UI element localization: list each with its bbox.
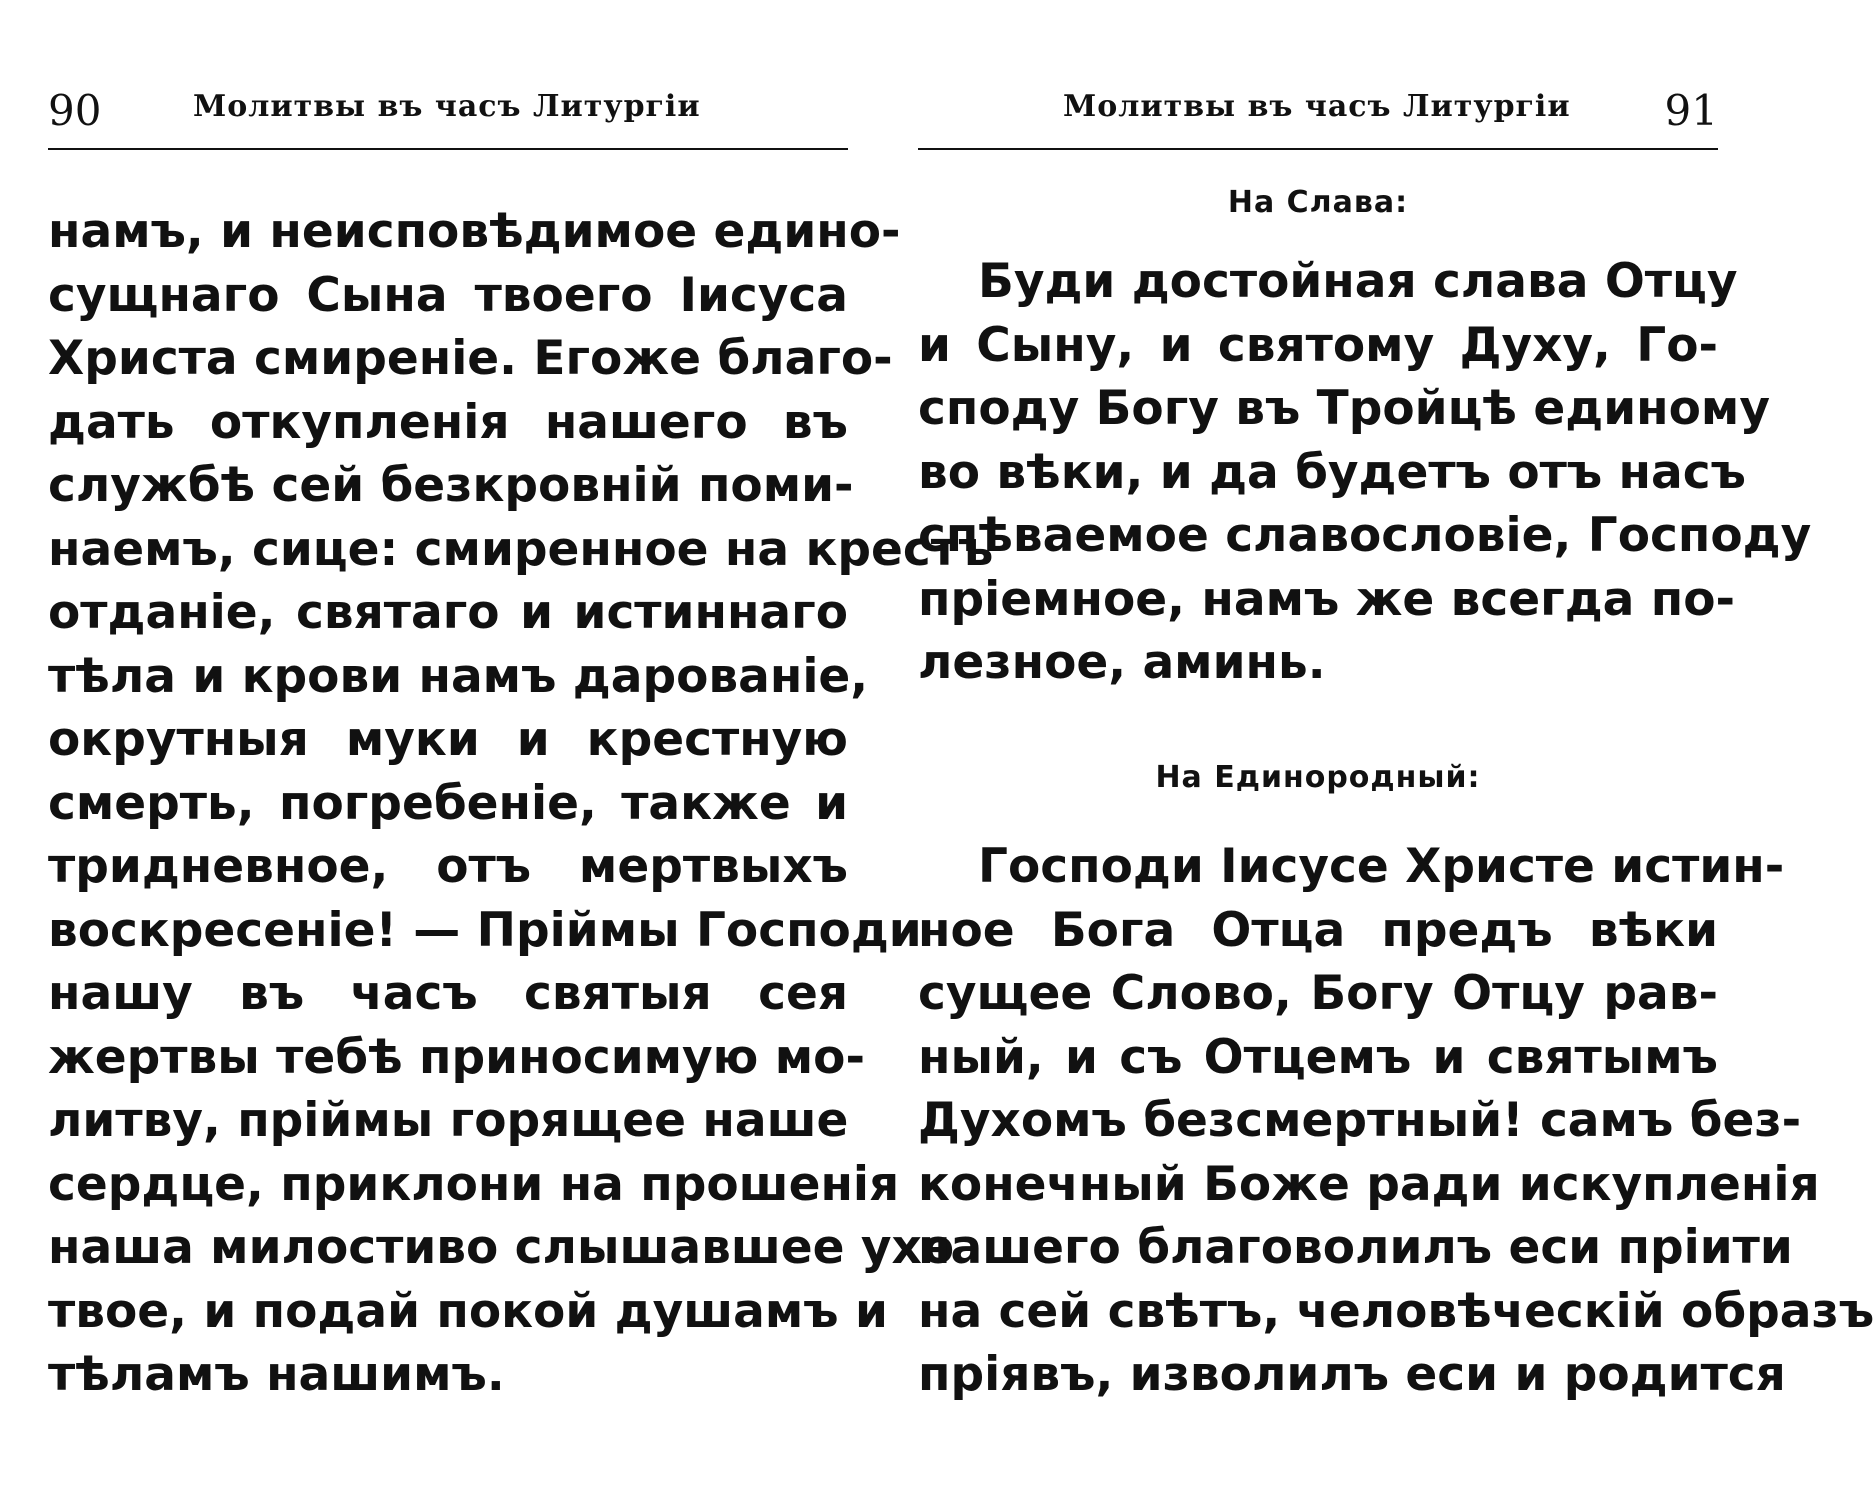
text-line: службѣ сей безкровній поми- bbox=[48, 458, 854, 513]
left-page bbox=[48, 0, 994, 1500]
text-line: конечный Боже ради искупленія bbox=[918, 1156, 1820, 1212]
section-heading-glory: На Слава: bbox=[1227, 185, 1409, 220]
text-line: тѣла и крови намъ дарованіе, bbox=[48, 648, 869, 704]
text-line: тридневное, отъ мертвыхъ bbox=[48, 839, 848, 894]
text-line: споду Богу въ Тройцѣ единому bbox=[918, 381, 1770, 436]
left-running-head bbox=[48, 78, 848, 150]
text-line: отданіе, святаго и истиннаго bbox=[48, 585, 848, 640]
text-line: сущнаго Сына твоего Іисуса bbox=[48, 267, 848, 323]
section-heading-only-begotten: На Единородный: bbox=[1155, 760, 1481, 795]
text-line: Христа смиреніе. Егоже благо- bbox=[48, 331, 893, 386]
text-line: сердце, приклони на прошенія bbox=[48, 1156, 900, 1212]
text-line: лезное, аминь. bbox=[918, 635, 1326, 690]
running-title-right: Молитвы въ часъ Литургіи bbox=[1063, 89, 1571, 124]
right-page bbox=[918, 0, 1874, 1500]
left-body-text bbox=[48, 200, 994, 1407]
page-number-left: 90 bbox=[48, 86, 102, 135]
text-line: окрутныя муки и крестную bbox=[48, 712, 848, 767]
text-line: ный, и съ Отцемъ и святымъ bbox=[918, 1029, 1718, 1085]
text-line: жертвы тебѣ приносимую мо- bbox=[48, 1029, 865, 1085]
text-line: спѣваемое славословіе, Господу bbox=[918, 508, 1812, 563]
text-line: сущее Слово, Богу Отцу рав- bbox=[918, 966, 1718, 1021]
text-line: литву, пріймы горящее наше bbox=[48, 1093, 849, 1148]
text-line: твое, и подай покой душамъ и bbox=[48, 1283, 888, 1339]
text-line: Духомъ безсмертный! самъ без- bbox=[918, 1093, 1802, 1148]
text-line: смерть, погребеніе, также и bbox=[48, 775, 848, 831]
page-number-right: 91 bbox=[1664, 86, 1718, 135]
text-line: ное Бога Отца предъ вѣки bbox=[918, 902, 1718, 958]
text-line: на сей свѣтъ, человѣческій образъ bbox=[918, 1283, 1874, 1339]
text-line: тѣламъ нашимъ. bbox=[48, 1347, 505, 1402]
text-line: наемъ, сице: смиренное на крестъ bbox=[48, 521, 994, 577]
text-line: и Сыну, и святому Духу, Го- bbox=[918, 317, 1718, 373]
text-line: наша милостиво слышавшее ухо bbox=[48, 1220, 955, 1275]
text-line: Господи Іисусе Христе истин- bbox=[978, 839, 1785, 894]
right-running-head bbox=[918, 78, 1718, 150]
text-line: нашего благоволилъ еси пріити bbox=[918, 1220, 1793, 1275]
running-title-left: Молитвы въ часъ Литургіи bbox=[193, 89, 701, 124]
text-line: во вѣки, и да будетъ отъ насъ bbox=[918, 444, 1746, 500]
right-body-text-2 bbox=[918, 835, 1874, 1407]
text-line: пріемное, намъ же всегда по- bbox=[918, 571, 1736, 627]
text-line: дать откупленія нашего въ bbox=[48, 394, 848, 450]
text-line: намъ, и неисповѣдимое едино- bbox=[48, 204, 901, 259]
text-line: пріявъ, изволилъ еси и родится bbox=[918, 1347, 1786, 1402]
right-body-text-1 bbox=[918, 250, 1812, 695]
text-line: воскресеніе! — Пріймы Господи bbox=[48, 902, 922, 958]
text-line: нашу въ часъ святыя сея bbox=[48, 966, 848, 1021]
text-line: Буди достойная слава Отцу bbox=[978, 254, 1738, 309]
